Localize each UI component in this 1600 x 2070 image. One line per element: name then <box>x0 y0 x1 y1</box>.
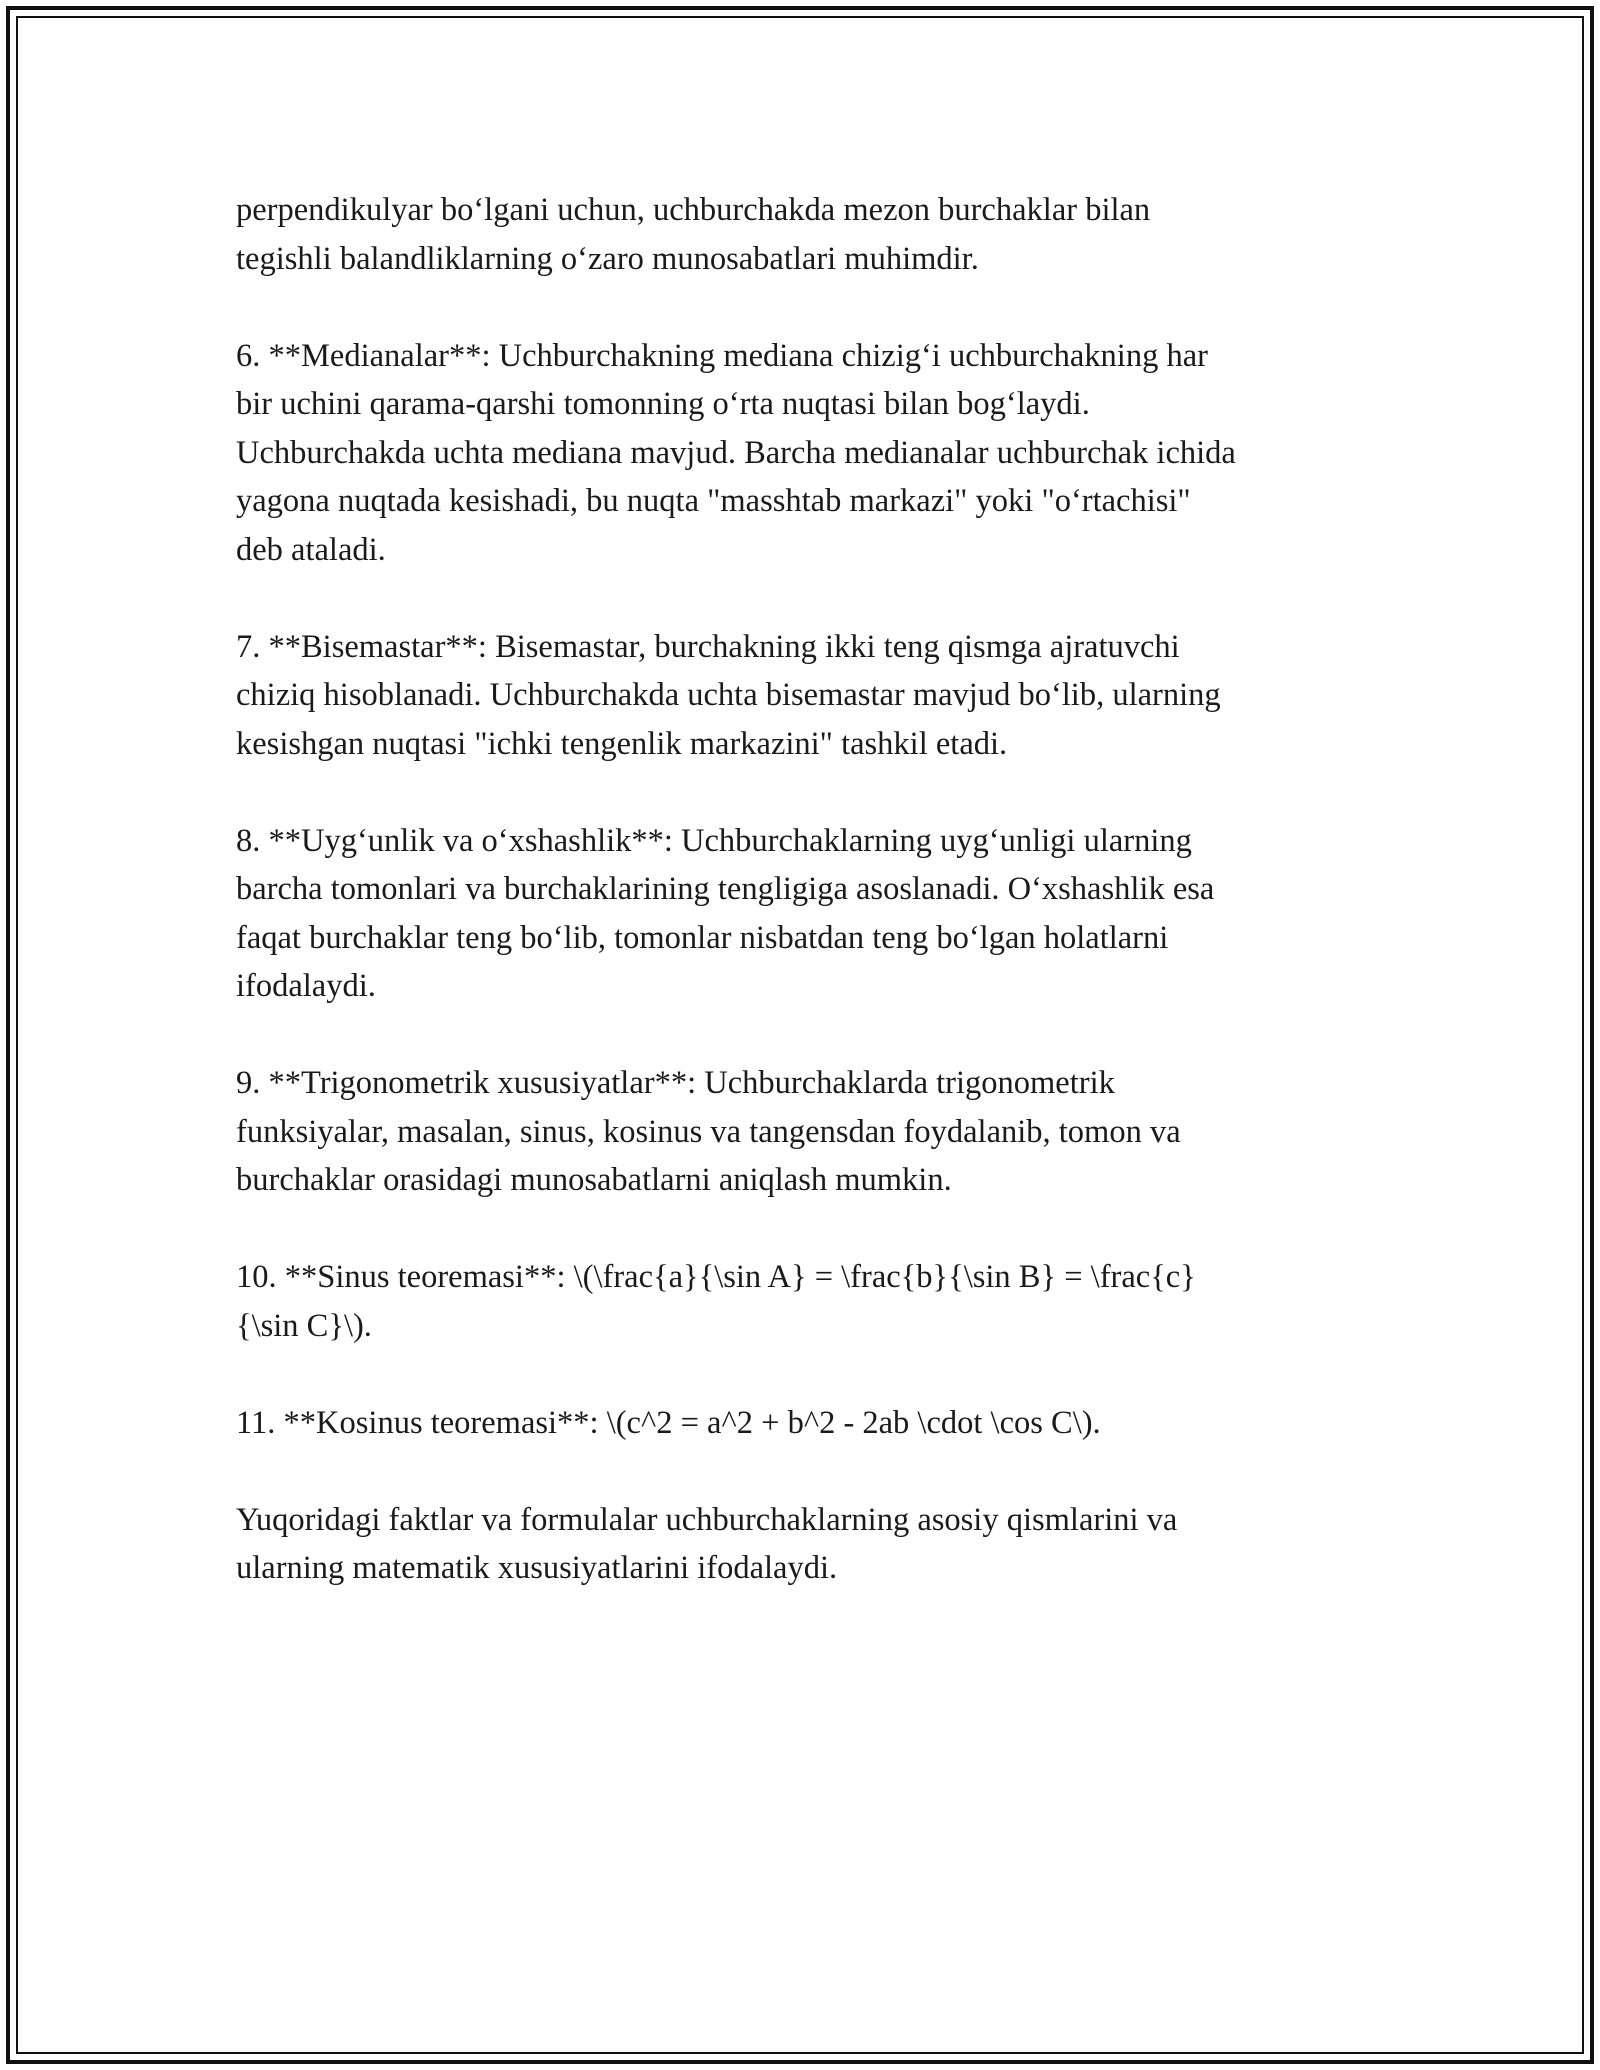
paragraph-kosinus-teoremasi: 11. **Kosinus teoremasi**: \(c^2 = a^2 + b^2 - 2ab \cdot \cos C\). <box>236 1404 1101 1441</box>
paragraph-trigonometrik: 9. **Trigonometrik xususiyatlar**: Uchburchaklarda trigonometrik funksiyalar, masalan, sinus, kosinus va tangensdan foydalanib, tomon va burchaklar orasidagi munosabatlarni aniqlash mumkin. <box>236 1065 1181 1198</box>
paragraph-uygunlik: 8. **Uyg‘unlik va o‘xshashlik**: Uchburchaklarning uyg‘unligi ularning barcha tomonlari va burchaklarining tengligiga asoslanadi. O‘xshashlik esa faqat burchaklar teng bo‘lib, tomonlar nisbatdan teng bo‘lgan holatlarni ifodalaydi. <box>236 822 1215 1004</box>
paragraph-sinus-teoremasi: 10. **Sinus teoremasi**: \(\frac{a}{\sin A} = \frac{b}{\sin B} = \frac{c} {\sin C}\). <box>236 1259 1196 1344</box>
paragraph-conclusion: Yuqoridagi faktlar va formulalar uchburchaklarning asosiy qismlarini va ularning matematik xususiyatlarini ifodalaydi. <box>236 1501 1178 1586</box>
document-body <box>236 186 1376 1641</box>
paragraph-bisemastar: 7. **Bisemastar**: Bisemastar, burchakning ikki teng qismga ajratuvchi chiziq hisoblanadi. Uchburchakda uchta bisemastar mavjud bo‘lib, ularning kesishgan nuqtasi "ichki tengenlik markazini" tashkil etadi. <box>236 628 1221 762</box>
paragraph-medianalar: 6. **Medianalar**: Uchburchakning mediana chizig‘i uchburchakning har bir uchini qarama-qarshi tomonning o‘rta nuqtasi bilan bog‘laydi. Uchburchakda uchta mediana mavjud. Barcha medianalar uchburchak ichida yagona nuqtada kesishadi, bu nuqta "masshtab markazi" yoki "o‘rtachisi" deb ataladi. <box>236 337 1236 568</box>
paragraph-continuation: perpendikulyar bo‘lgani uchun, uchburchakda mezon burchaklar bilan tegishli balandliklarning o‘zaro munosabatlari muhimdir. <box>236 192 1151 277</box>
